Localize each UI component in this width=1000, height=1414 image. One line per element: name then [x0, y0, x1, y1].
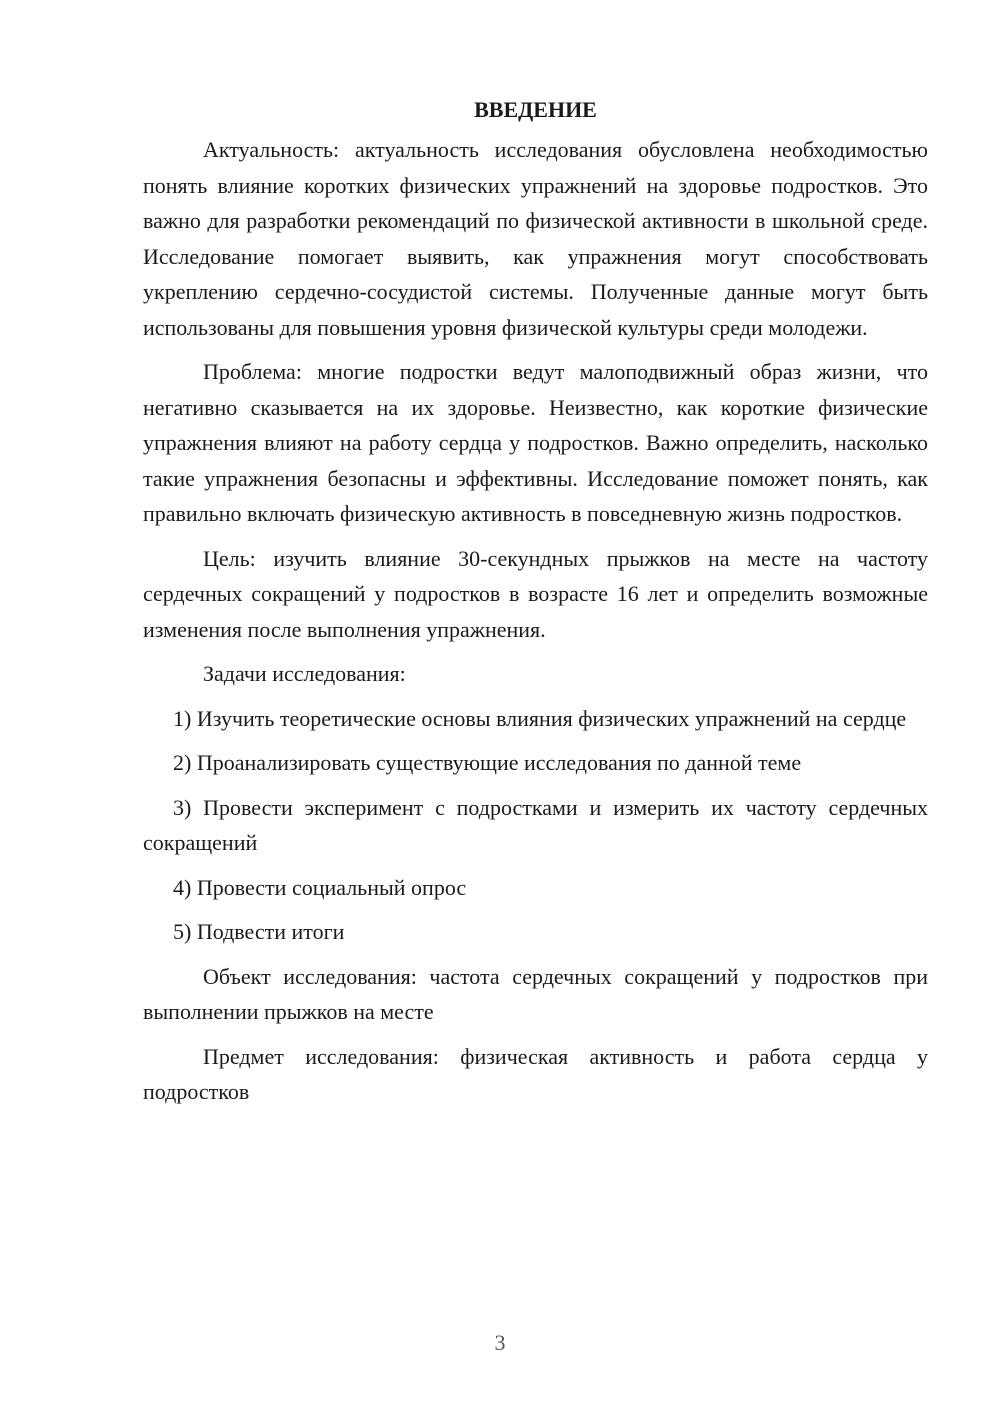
task-item-1: 1) Изучить теоретические основы влияния физических упражнений на сердце [173, 705, 907, 731]
task-item-4: 4) Провести социальный опрос [173, 874, 467, 900]
task-item-5: 5) Подвести итоги [173, 919, 345, 944]
paragraph-goal: Цель: изучить влияние 30-секундных прыжков на месте на частоту сердечных сокращений у подростков в возрасте 16 лет и определить возможные изменения после выполнения упражнения. [143, 545, 928, 642]
document-body [143, 92, 928, 1119]
tasks-heading: Задачи исследования: [203, 661, 406, 686]
section-title: ВВЕДЕНИЕ [474, 97, 597, 122]
task-item-2: 2) Проанализировать существующие исследования по данной теме [173, 750, 802, 775]
page-number: 3 [494, 1330, 506, 1355]
task-item-3: 3) Провести эксперимент с подростками и измерить их частоту сердечных сокращений [143, 794, 928, 855]
paragraph-problem: Проблема: многие подростки ведут малоподвижный образ жизни, что негативно сказывается на их здоровье. Неизвестно, как короткие физические упражнения влияют на работу сердца у подростков. Важно определить, насколько такие упражнения безопасны и эффективны. Исследование поможет понять, как правильно включать физическую активность в повседневную жизнь подростков. [143, 359, 928, 526]
paragraph-object: Объект исследования: частота сердечных сокращений у подростков при выполнении прыжков на месте [143, 963, 928, 1024]
paragraph-subject: Предмет исследования: физическая активность и работа сердца у подростков [143, 1043, 928, 1104]
paragraph-relevance: Актуальность: актуальность исследования обусловлена необходимостью понять влияние коротких физических упражнений на здоровье подростков. Это важно для разработки рекомендаций по физической активности в школьной среде. Исследование помогает выявить, как упражнения могут способствовать укреплению сердечно-сосудистой системы. Полученные данные могут быть использованы для повышения уровня физической культуры среди молодежи. [143, 137, 928, 340]
